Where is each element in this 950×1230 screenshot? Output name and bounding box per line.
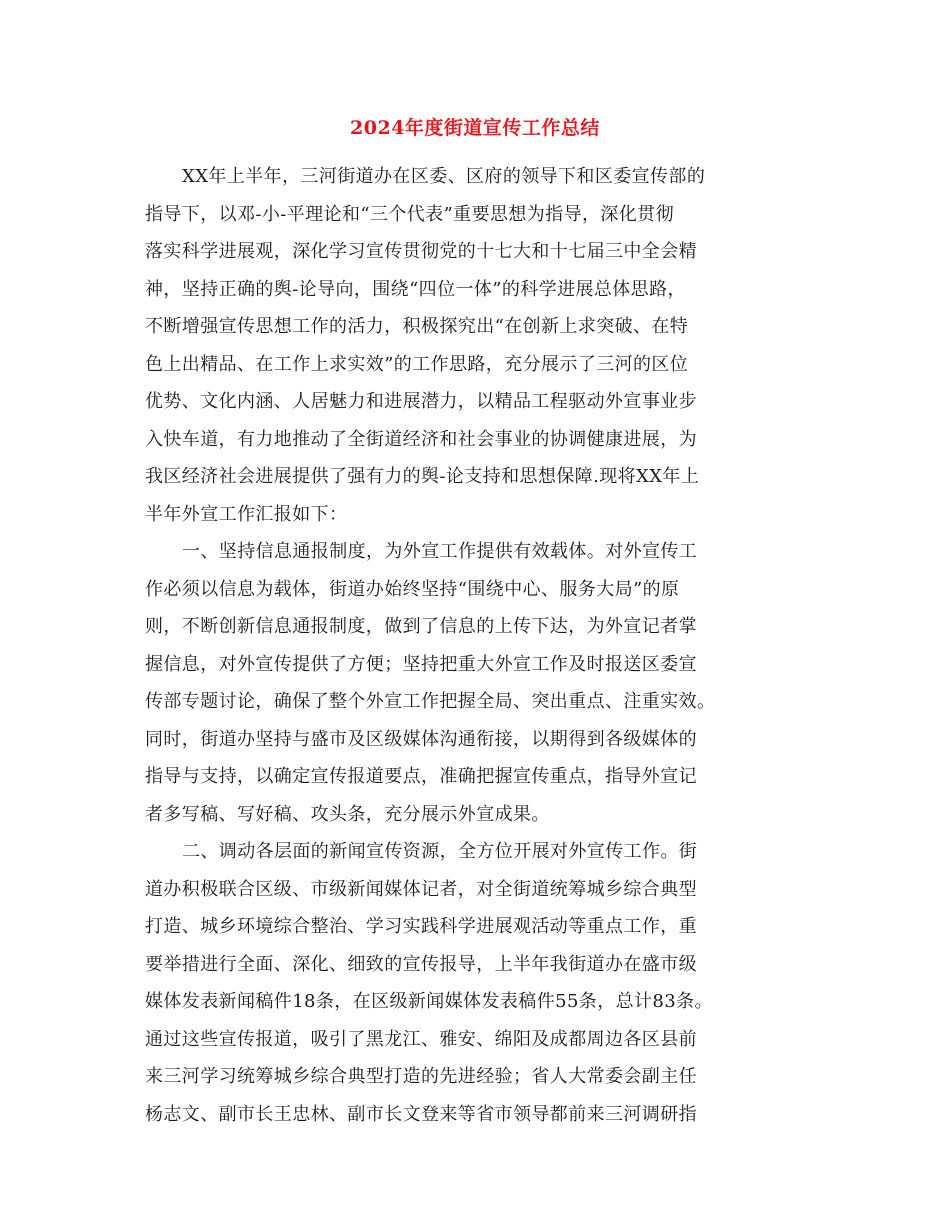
body-line: 者多写稿、写好稿、攻头条，充分展示外宣成果。 xyxy=(145,803,550,825)
body-line: 同时，街道办坚持与盛市及区级媒体沟通衔接，以期得到各级媒体的 xyxy=(145,728,697,750)
body-line: 神，坚持正确的舆-论导向，围绕“四位一体”的科学进展总体思路， xyxy=(145,278,686,300)
document-body xyxy=(145,158,807,1133)
body-line: 作必须以信息为载体，街道办始终坚持“围绕中心、服务大局”的原 xyxy=(145,578,680,600)
body-line: 握信息，对外宣传提供了方便；坚持把重大外宣工作及时报送区委宣 xyxy=(145,653,697,675)
body-line: 要举措进行全面、深化、细致的宣传报导，上半年我街道办在盛市级 xyxy=(145,953,697,975)
body-line: 来三河学习统筹城乡综合典型打造的先进经验；省人大常委会副主任 xyxy=(145,1066,697,1087)
body-line: 优势、文化内涵、人居魅力和进展潜力，以精品工程驱动外宣事业步 xyxy=(145,391,697,412)
body-line: 落实科学进展观，深化学习宣传贯彻党的十七大和十七届三中全会精 xyxy=(145,241,697,262)
body-line: 打造、城乡环境综合整治、学习实践科学进展观活动等重点工作，重 xyxy=(145,916,697,937)
document-title: 2024年度街道宣传工作总结 xyxy=(350,117,600,139)
body-line: 色上出精品、在工作上求实效”的工作思路，充分展示了三河的区位 xyxy=(145,353,689,375)
body-line: 通过这些宣传报道，吸引了黑龙江、雅安、绵阳及成都周边各区县前 xyxy=(145,1028,697,1050)
body-line: 一、坚持信息通报制度，为外宣工作提供有效载体。对外宣传工 xyxy=(182,541,698,562)
body-line: 指导与支持，以确定宣传报道要点，准确把握宣传重点，指导外宣记 xyxy=(145,766,697,787)
body-line: 指导下，以邓-小-平理论和“三个代表”重要思想为指导，深化贯彻 xyxy=(145,203,674,225)
body-line: 则，不断创新信息通报制度，做到了信息的上传下达，为外宣记者掌 xyxy=(145,616,697,637)
body-line: 道办积极联合区级、市级新闻媒体记者，对全街道统筹城乡综合典型 xyxy=(145,878,697,900)
body-line: 传部专题讨论，确保了整个外宣工作把握全局、突出重点、注重实效。 xyxy=(145,691,716,712)
body-line: 入快车道，有力地推动了全街道经济和社会事业的协调健康进展，为 xyxy=(145,428,697,450)
body-line: 杨志文、副市长王忠林、副市长文登来等省市领导都前来三河调研指 xyxy=(145,1103,697,1125)
body-line: XX年上半年，三河街道办在区委、区府的领导下和区委宣传部的 xyxy=(182,166,706,187)
body-line: 我区经济社会进展提供了强有力的舆-论支持和思想保障.现将XX年上 xyxy=(145,466,700,487)
body-line: 半年外宣工作汇报如下： xyxy=(145,503,348,525)
body-line: 不断增强宣传思想工作的活力，积极探究出“在创新上求突破、在特 xyxy=(145,316,689,337)
body-line: 媒体发表新闻稿件18条，在区级新闻媒体发表稿件55条，总计83条。 xyxy=(145,991,713,1012)
body-line: 二、调动各层面的新闻宣传资源，全方位开展对外宣传工作。街 xyxy=(182,841,698,862)
